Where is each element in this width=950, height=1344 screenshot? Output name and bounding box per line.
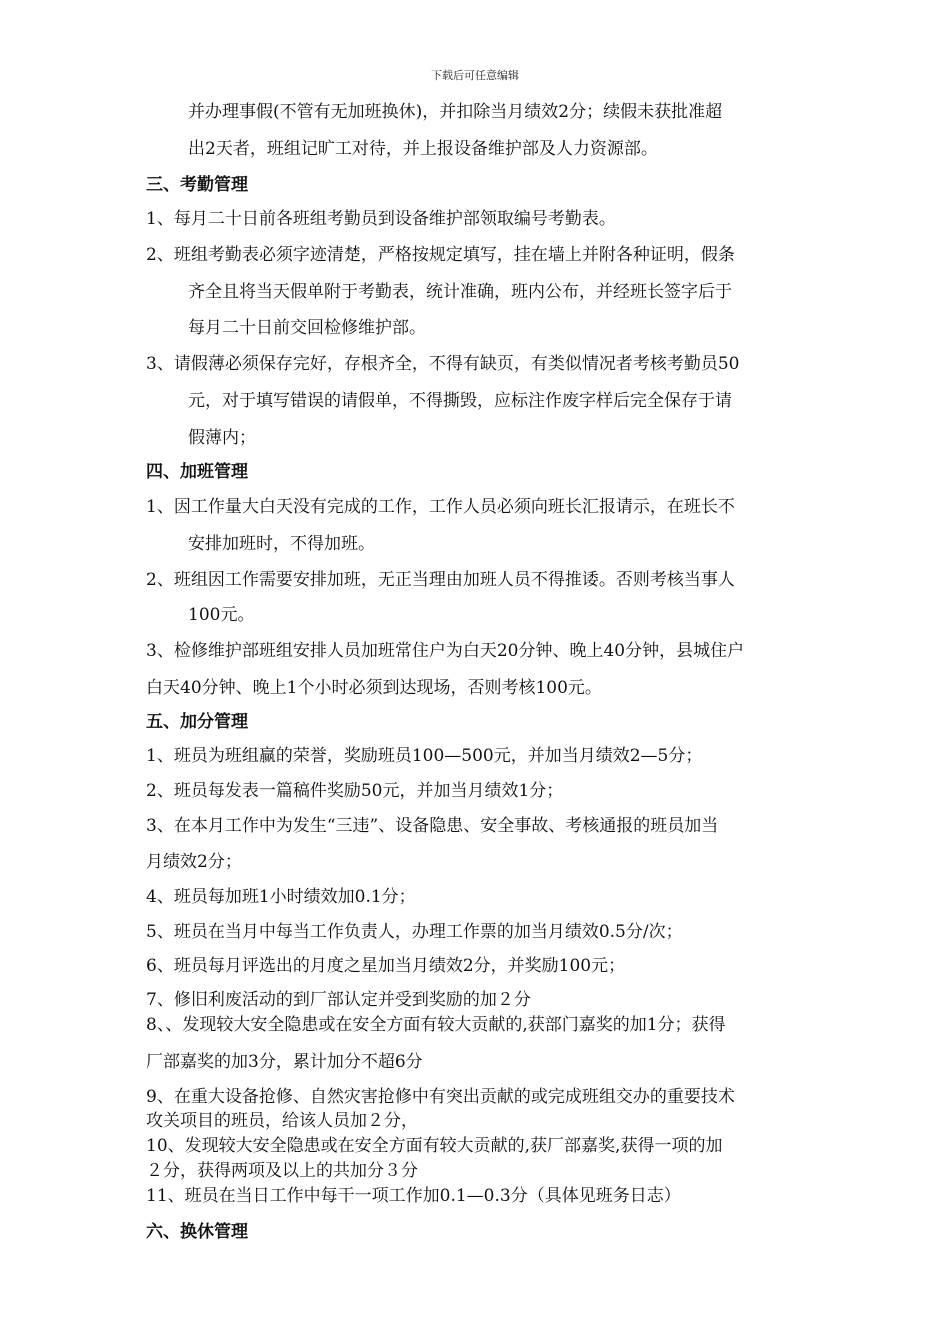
list-item: 1、每月二十日前各班组考勤员到设备维护部领取编号考勤表。 (146, 209, 616, 229)
list-item: 2、班组因工作需要安排加班，无正当理由加班人员不得推诿。否则考核当事人 (146, 570, 735, 590)
section-heading: 五、加分管理 (146, 712, 248, 732)
list-item-continuation: 齐全且将当天假单附于考勤表，统计准确，班内公布，并经班长签字后于 (188, 282, 732, 302)
list-item: 6、班员每月评选出的月度之星加当月绩效2分，并奖励100元； (146, 956, 626, 976)
page-header: 下载后可任意编辑 (431, 69, 519, 82)
list-item: 7、修旧利废活动的到厂部认定并受到奖励的加２分 (146, 990, 531, 1010)
list-item: 9、在重大设备抢修、自然灾害抢修中有突出贡献的或完成班组交办的重要技术 (146, 1087, 735, 1107)
list-item-continuation: 安排加班时，不得加班。 (188, 534, 375, 554)
section-heading: 三、考勤管理 (146, 175, 248, 195)
list-item-continuation: 100元。 (188, 605, 255, 625)
list-item-continuation: 厂部嘉奖的加3分，累计加分不超6分 (146, 1052, 423, 1072)
list-item: 11、班员在当日工作中每干一项工作加0.1—0.3分（具体见班务日志） (146, 1186, 681, 1206)
section-heading: 六、换休管理 (146, 1222, 248, 1242)
list-item-continuation: ２分，获得两项及以上的共加分３分 (146, 1161, 418, 1181)
list-item-continuation: 假薄内； (188, 428, 256, 448)
list-item: 5、班员在当月中每当工作负责人，办理工作票的加当月绩效0.5分/次； (146, 922, 683, 942)
list-item: 1、因工作量大白天没有完成的工作，工作人员必须向班长汇报请示，在班长不 (146, 497, 735, 517)
body-line: 并办理事假(不管有无加班换休)，并扣除当月绩效2分；续假未获批准超 (188, 102, 723, 122)
list-item: 3、检修维护部班组安排人员加班常住户为白天20分钟、晚上40分钟，县城住户 (146, 641, 745, 661)
list-item: 8、、发现较大安全隐患或在安全方面有较大贡献的,获部门嘉奖的加1分；获得 (146, 1015, 726, 1035)
body-line: 出2天者，班组记旷工对待，并上报设备维护部及人力资源部。 (188, 139, 658, 159)
list-item: 3、在本月工作中为发生“三违”、设备隐患、安全事故、考核通报的班员加当 (146, 816, 719, 836)
list-item: 2、班员每发表一篇稿件奖励50元，并加当月绩效1分； (146, 781, 564, 801)
list-item-continuation: 攻关项目的班员，给该人员加２分， (146, 1111, 418, 1131)
list-item: 1、班员为班组赢的荣誉，奖励班员100—500元，并加当月绩效2—5分； (146, 746, 703, 766)
list-item-continuation: 白天40分钟、晚上1个小时必须到达现场，否则考核100元。 (146, 678, 602, 698)
section-heading: 四、加班管理 (146, 462, 248, 482)
list-item: 4、班员每加班1小时绩效加0.1分； (146, 887, 416, 907)
list-item-continuation: 每月二十日前交回检修维护部。 (188, 318, 426, 338)
list-item: 3、请假薄必须保存完好，存根齐全，不得有缺页，有类似情况者考核考勤员50 (146, 354, 740, 374)
list-item-continuation: 月绩效2分； (146, 852, 242, 872)
list-item: 10、发现较大安全隐患或在安全方面有较大贡献的,获厂部嘉奖,获得一项的加 (146, 1136, 723, 1156)
list-item-continuation: 元，对于填写错误的请假单，不得撕毁，应标注作废字样后完全保存于请 (188, 391, 732, 411)
list-item: 2、班组考勤表必须字迹清楚，严格按规定填写，挂在墙上并附各种证明，假条 (146, 245, 735, 265)
